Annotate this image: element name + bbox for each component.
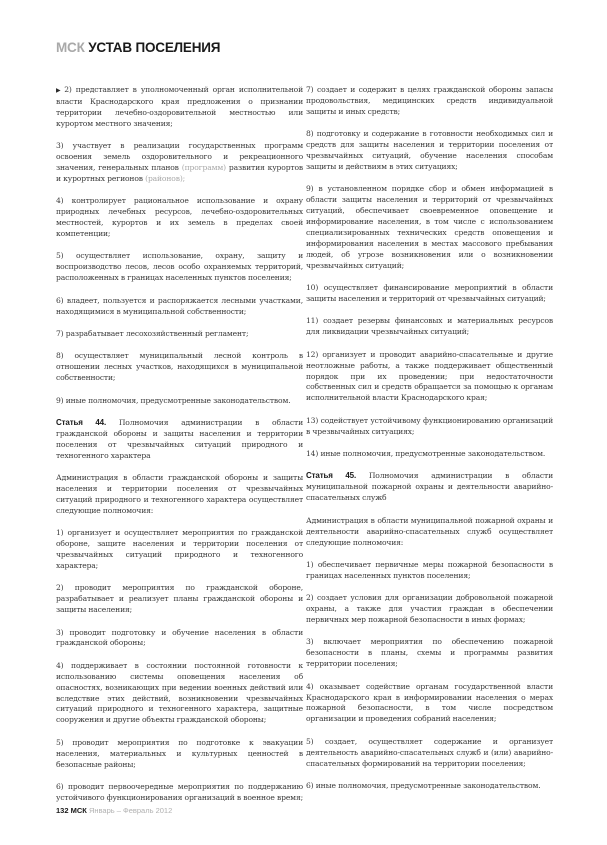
- list-item: 4) поддерживает в состоянии постоянной готовности к использованию системы оповещения населения об опасностях, возникающих при ведении военных действий или вследствие этих действий, возникновении чрезвычайных ситуаций природного и техногенного характера, защитные сооружения и другие объекты гражданской обороны;: [56, 660, 303, 725]
- list-item: 9) в установленном порядке сбор и обмен информацией в области защиты населения и территорий от чрезвычайных ситуаций, обеспечивает своевременное оповещение и информирование населения, в том числе с использованием специализированных технических средств оповещения и информирования населения в местах массового пребывания людей, об угрозе возникновения или о возникновении чрезвычайных ситуаций;: [306, 184, 553, 270]
- article-intro: Администрация в области гражданской обороны и защиты населения и территории поселения от чрезвычайных ситуаций природного и техногенного характера осуществляет следующие полномочия:: [56, 473, 303, 515]
- list-item: 3) проводит подготовку и обучение населения в области гражданской обороны;: [56, 627, 303, 648]
- footer-brand: МСК: [70, 806, 87, 815]
- right-column: [306, 85, 553, 803]
- header-brand: МСК: [56, 40, 85, 55]
- struck-text: (программ): [181, 162, 226, 172]
- article-intro: Администрация в области муниципальной пожарной охраны и деятельности аварийно-спасательных служб осуществляет следующие полномочия:: [306, 515, 553, 547]
- paragraph-item-3: 3) участвует в реализации государственных программ освоения земель оздоровительного и рекреационного значения, генеральных планов (программ) развития курортов и курортных регионов (районов);: [56, 141, 304, 183]
- article-label: Статья 45.: [306, 471, 357, 481]
- list-item: 13) содействует устойчивому функционированию организаций в чрезвычайных ситуациях;: [306, 415, 553, 436]
- continuation-arrow-icon: ▶: [56, 87, 63, 94]
- list-item: 6) иные полномочия, предусмотренные законодательством.: [306, 781, 541, 790]
- list-item: 7) создает и содержит в целях гражданской обороны запасы продовольствия, медицинских средств индивидуальной защиты и иных средств;: [306, 85, 553, 116]
- paragraph-item-6: 6) владеет, пользуется и распоряжается лесными участками, находящимися в муниципальной собственности;: [56, 295, 303, 316]
- list-item: 4) оказывает содействие органам государственной власти Краснодарского края в информировании населения о мерах пожарной безопасности, в том числе посредством организации и проведения собраний населения;: [306, 681, 553, 724]
- page-number: 132: [56, 806, 69, 815]
- issue-date: Январь – Февраль 2012: [88, 806, 173, 815]
- list-item: 8) подготовку и содержание в готовности необходимых сил и средств для защиты населения и территории поселения от чрезвычайных ситуаций, обучение населения способам защиты и действиям в этих ситуациях;: [306, 129, 553, 171]
- paragraph-item-9: 9) иные полномочия, предусмотренные законодательством.: [56, 395, 291, 405]
- list-item: 11) создает резервы финансовых и материальных ресурсов для ликвидации чрезвычайных ситуаций;: [306, 316, 553, 337]
- list-item: 6) проводит первоочередные мероприятия по поддержанию устойчивого функционирования организаций в военное время;: [56, 782, 303, 802]
- article-45-heading: [306, 471, 553, 504]
- list-item: 1) организует и осуществляет мероприятия по гражданской обороне, защите населения и территории поселения от чрезвычайных ситуаций природного и техногенного характера;: [56, 528, 303, 570]
- list-item: 1) обеспечивает первичные меры пожарной безопасности в границах населенных пунктов поселения;: [306, 559, 553, 580]
- page-footer: [56, 806, 172, 815]
- article-44-heading: [56, 418, 303, 462]
- list-item: 12) организует и проводит аварийно-спасательные и другие неотложные работы, а также поддерживает общественный порядок при их проведении; при недостаточности собственных сил и средств обращается за помощью к органам исполнительной власти Краснодарского края;: [306, 349, 553, 403]
- list-item: 3) включает мероприятия по обеспечению пожарной безопасности в планы, схемы и программы развития территории поселения;: [306, 637, 553, 669]
- list-item: 5) создает, осуществляет содержание и организует деятельность аварийно-спасательных служб и (или) аварийно-спасательных формирований на территории поселения;: [306, 736, 553, 768]
- left-column: [56, 85, 303, 815]
- running-header: [56, 40, 220, 55]
- paragraph-item-8: 8) осуществляет муниципальный лесной контроль в отношении лесных участков, находящихся в муниципальной собственности;: [56, 351, 303, 383]
- article-title: Полномочия администрации в области гражданской обороны и защиты населения и территории поселения от чрезвычайных ситуаций природного и техногенного характера: [56, 417, 303, 460]
- paragraph-item-2: ▶ 2) представляет в уполномоченный орган исполнительной власти Краснодарского края предложения о признании территории лечебно-оздоровительной местностью или курортом местного значения;: [56, 85, 303, 128]
- article-label: Статья 44.: [56, 417, 107, 427]
- paragraph-item-5: 5) осуществляет использование, охрану, защиту и воспроизводство лесов, лесов особо охраняемых территорий, расположенных в границах населенных пунктов поселения;: [56, 251, 303, 283]
- list-item: 10) осуществляет финансирование мероприятий в области защиты населения и территорий от чрезвычайных ситуаций;: [306, 283, 553, 303]
- list-item: 2) проводит мероприятия по гражданской обороне, разрабатывает и реализует планы гражданской обороны и защиты населения;: [56, 583, 303, 615]
- list-item: 14) иные полномочия, предусмотренные законодательством.: [306, 449, 546, 459]
- header-section-title: УСТАВ ПОСЕЛЕНИЯ: [88, 40, 221, 55]
- list-item: 5) проводит мероприятия по подготовке к эвакуации населения, материальных и культурных ценностей в безопасные районы;: [56, 737, 303, 769]
- struck-text: (районов);: [145, 173, 186, 183]
- paragraph-item-4: 4) контролирует рациональное использование и охрану природных лечебных ресурсов, лечебно-оздоровительных местностей, курортов и их земель в пределах своей компетенции;: [56, 196, 303, 238]
- list-item: 2) создает условия для организации добровольной пожарной охраны, а также для участия граждан в обеспечении первичных мер пожарной безопасности в иных формах;: [306, 593, 553, 625]
- paragraph-item-7: 7) разрабатывает лесохозяйственный регламент;: [56, 328, 249, 338]
- article-title: Полномочия администрации в области муниципальной пожарной охраны и деятельности аварийно-спасательных служб: [306, 471, 553, 503]
